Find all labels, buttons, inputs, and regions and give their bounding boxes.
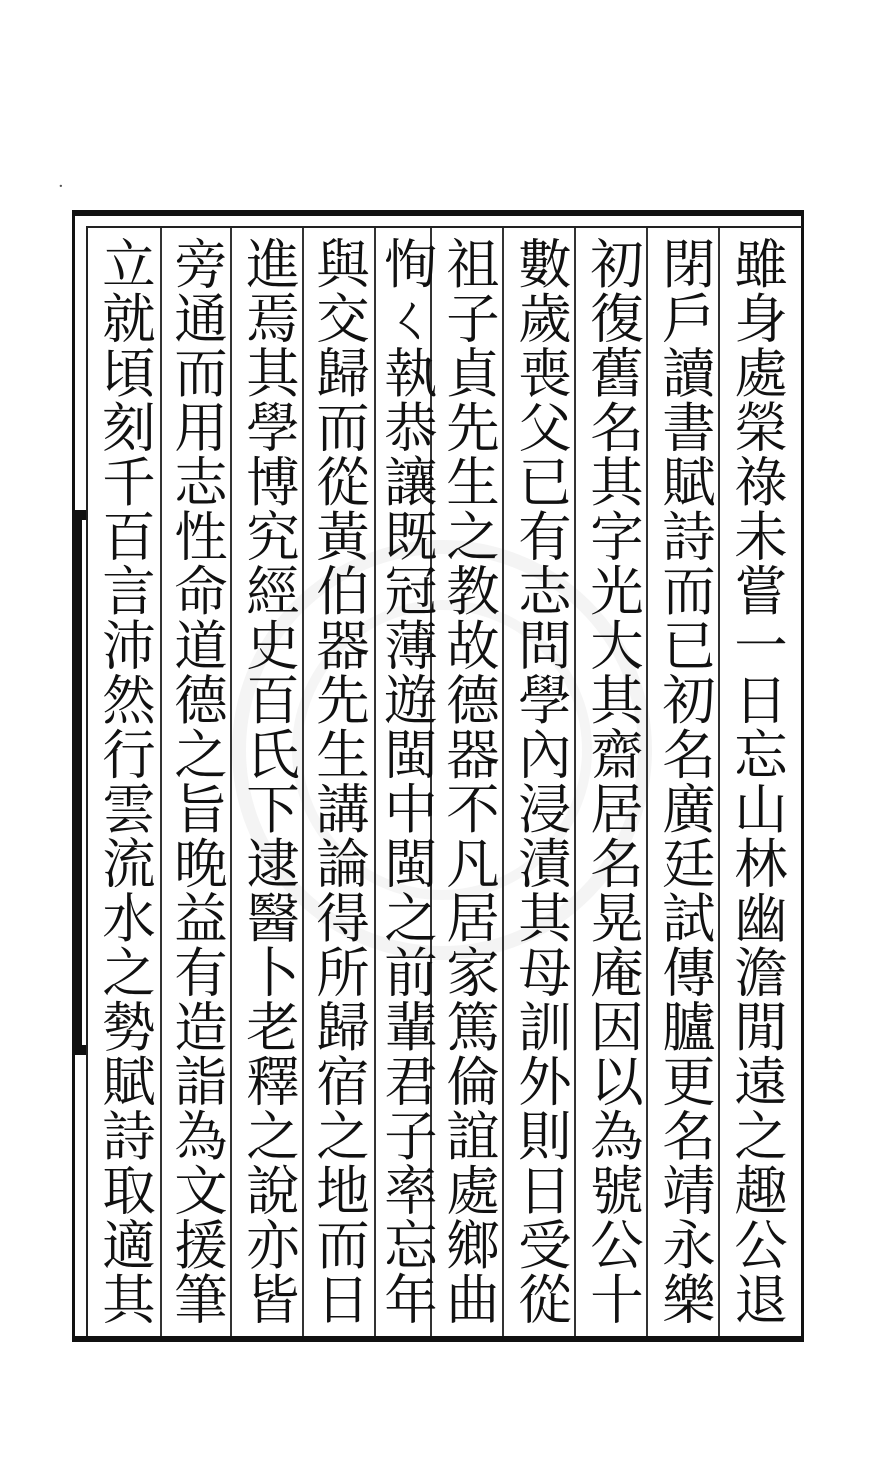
column-divider — [718, 228, 720, 1336]
text-column-7: 與交歸而從黃伯器先生講論得所歸宿之地而日 — [308, 236, 371, 1326]
fold-tick-top — [72, 510, 86, 520]
text-column-10: 立就頃刻千百言沛然行雲流水之勢賦詩取適其 — [94, 236, 157, 1326]
column-divider — [574, 228, 576, 1336]
fold-margin-block — [72, 510, 86, 1055]
stray-ink-mark: · — [58, 176, 64, 197]
text-column-2: 閉戶讀書賦詩而已初名廣廷試傳臚更名靖永樂 — [654, 236, 717, 1326]
text-column-6: 恂ㄑ執恭讓既冠薄遊閩中閩之前輩君子率忘年 — [376, 236, 439, 1326]
column-divider — [230, 228, 232, 1336]
column-divider — [646, 228, 648, 1336]
fold-tick-bottom — [72, 1045, 86, 1055]
column-divider — [302, 228, 304, 1336]
text-column-5: 祖子貞先生之教故德器不凡居家篤倫誼處鄉曲 — [438, 236, 501, 1326]
text-column-3: 初復舊名其字光大其齋居名晃庵因以為號公十 — [582, 236, 645, 1326]
column-divider — [502, 228, 504, 1336]
frame-inner-top-rule — [86, 226, 802, 228]
text-column-9: 旁通而用志性命道德之旨晚益有造詣為文援筆 — [166, 236, 229, 1326]
text-column-1: 雖身處榮祿未嘗一日忘山林幽澹閒遠之趣公退 — [726, 236, 789, 1326]
frame-inner-left-rule — [86, 226, 88, 1336]
column-divider — [160, 228, 162, 1336]
text-column-4: 數歲喪父已有志問學內浸漬其母訓外則日受從 — [510, 236, 573, 1326]
text-column-8: 進焉其學博究經史百氏下逮醫卜老釋之說亦皆 — [238, 236, 301, 1326]
